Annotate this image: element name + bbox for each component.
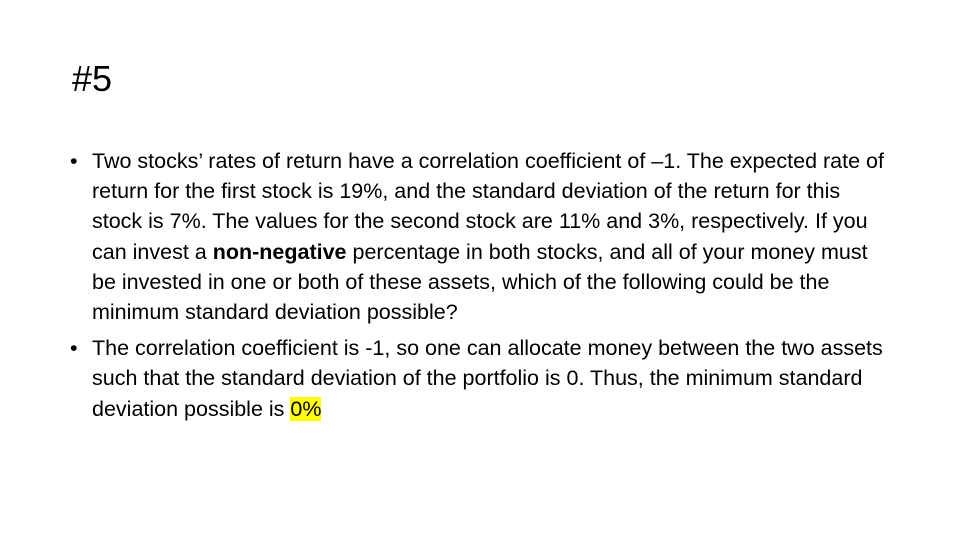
answer-text: The correlation coefficient is -1, so one can allocate money between the two assets such that the standard deviation of the portfolio is 0. Thus, the minimum standard deviation possible is [92,336,883,421]
bullet-question [70,146,885,327]
slide-body [70,146,885,430]
answer-highlight: 0% [290,396,322,421]
bullet-answer [70,333,885,424]
question-text-part2: percentage in both stocks, and all of your money must be invested in one or both of these assets, which of the following could be the minimum standard deviation possible? [92,239,868,325]
question-emphasis: non-negative [212,239,347,264]
slide-title: #5 [72,58,113,99]
bullet-icon: • [70,336,78,361]
bullet-icon: • [70,149,78,173]
question-text-part1: Two stocks’ rates of return have a correlation coefficient of –1. The expected rate of return for the first stock is 19%, and the standard deviation of the return for this stock is 7%. The values for the second stock are 11% and 3%, respectively. If you can invest a [92,149,884,264]
